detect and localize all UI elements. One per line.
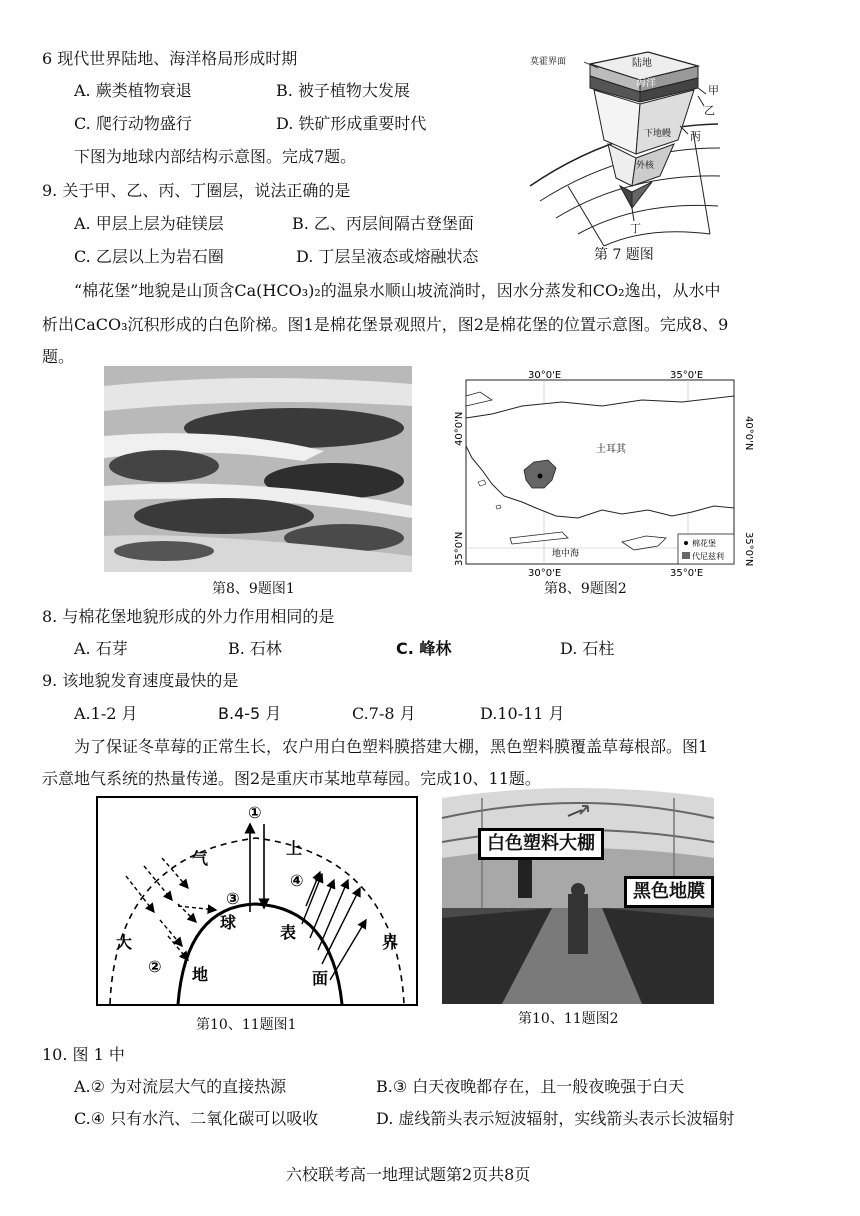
page-footer: 六校联考高一地理试题第2页共8页 [286,1165,531,1184]
q9-option-d: D.10-11 月 [480,704,565,723]
legend-denizli: 代尼兹利 [692,552,724,561]
q8-option-d: D. 石柱 [560,639,615,658]
strawberry-greenhouse-photo [442,798,714,1004]
label-biao: 表 [280,923,297,942]
label-qiu: 球 [220,913,237,932]
intro89-line2: 析出CaCO₃沉积形成的白色阶梯。图1是棉花堡景观照片，图2是棉花堡的位置示意图。完成8、9 [42,315,729,334]
q7-intro: 下图为地球内部结构示意图。完成7题。 [74,147,357,166]
turkey-location-map [452,366,754,579]
intro1011-line2: 示意地气系统的热量传递。图2是重庆市某地草莓园。完成10、11题。 [42,769,541,788]
lat-label-35: 35°0'N [454,531,465,566]
q6-option-b: B. 被子植物大发展 [276,81,410,100]
label-qi: 气 [192,849,209,868]
fig1011-2-caption: 第10、11题图2 [518,1011,619,1027]
lat-label-40-right: 40°0'N [743,416,754,451]
label-white-greenhouse: 白色塑料大棚 [478,828,604,860]
ding-label: 丁 [630,222,641,235]
q10-option-c: C.④ 只有水汽、二氧化碳可以吸收 [74,1109,319,1128]
intro89-line3: 题。 [42,347,75,366]
label-shang: 上 [286,839,303,858]
label-circle-3: ③ [226,889,240,908]
label-circle-1: ① [248,803,262,822]
label-mian: 面 [312,969,329,988]
label-circle-4: ④ [290,871,304,890]
turkey-label: 土耳其 [596,444,626,455]
land-label: 陆地 [632,58,652,69]
q6-stem: 6 现代世界陆地、海洋格局形成时期 [42,49,298,68]
cotton-castle-photo [104,366,412,572]
q6-option-a: A. 蕨类植物衰退 [74,81,192,100]
q10-option-b: B.③ 白天夜晚都存在，且一般夜晚强于白天 [376,1077,685,1096]
q8-option-c: C. 峰林 [396,639,452,658]
q8-option-a: A. 石芽 [74,639,128,658]
q7-option-c: C. 乙层以上为岩石圈 [74,247,224,266]
lat-label-35-right: 35°0'N [743,532,754,567]
lon-label-30: 30°0'E [528,370,562,381]
label-di: 地 [192,965,209,984]
fig89-2-caption: 第8、9题图2 [544,581,627,597]
mediterranean-label: 地中海 [552,549,580,559]
q9-option-c: C.7-8 月 [352,704,416,723]
q9-option-b: B.4-5 月 [218,704,282,723]
bing-label: 丙 [690,130,701,143]
fig1011-1-caption: 第10、11题图1 [196,1017,297,1033]
q6-option-d: D. 铁矿形成重要时代 [276,114,427,133]
heat-transfer-diagram [96,796,418,1006]
fig89-1-caption: 第8、9题图1 [212,581,295,597]
q10-option-a: A.② 为对流层大气的直接热源 [74,1077,287,1096]
label-black-mulch: 黑色地膜 [624,876,714,908]
q9-stem: 9. 该地貌发育速度最快的是 [42,671,239,690]
intro89-line1: “棉花堡”地貌是山顶含Ca(HCO₃)₂的温泉水顺山坡流淌时，因水分蒸发和CO₂逸出，从水中 [74,281,721,300]
lat-label-40: 40°0'N [454,411,465,446]
q10-stem: 10. 图 1 中 [42,1045,125,1064]
label-circle-2: ② [148,957,162,976]
q10-option-d: D. 虚线箭头表示短波辐射，实线箭头表示长波辐射 [376,1109,735,1128]
q8-stem: 8. 与棉花堡地貌形成的外力作用相同的是 [42,607,335,626]
outer-core-label: 外核 [636,161,655,171]
q9-option-a: A.1-2 月 [74,704,138,723]
fig7-caption: 第 7 题图 [594,247,654,263]
ocean-label: 海洋 [636,78,656,89]
lon-label-35-bottom: 35°0'E [670,568,704,579]
q7-option-d: D. 丁层呈液态或熔融状态 [296,247,479,266]
earth-interior-figure [528,36,728,266]
label-da: 大 [116,933,133,952]
q6-option-c: C. 爬行动物盛行 [74,114,192,133]
q7-stem: 9. 关于甲、乙、丙、丁圈层，说法正确的是 [42,181,351,200]
q8-option-b: B. 石林 [228,639,282,658]
intro1011-line1: 为了保证冬草莓的正常生长，农户用白色塑料膜搭建大棚，黑色塑料膜覆盖草莓根部。图1 [74,737,709,756]
q7-option-a: A. 甲层上层为硅镁层 [74,214,224,233]
lon-label-35: 35°0'E [670,370,704,381]
legend-cotton-castle: 棉花堡 [692,539,716,548]
yi-label: 乙 [704,104,715,117]
lower-mantle-label: 下地幔 [644,129,672,139]
q7-option-b: B. 乙、丙层间隔古登堡面 [292,214,474,233]
moho-label: 莫霍界面 [530,57,567,67]
label-jie: 界 [382,933,399,952]
jia-label: 甲 [708,84,719,97]
lon-label-30-bottom: 30°0'E [528,568,562,579]
